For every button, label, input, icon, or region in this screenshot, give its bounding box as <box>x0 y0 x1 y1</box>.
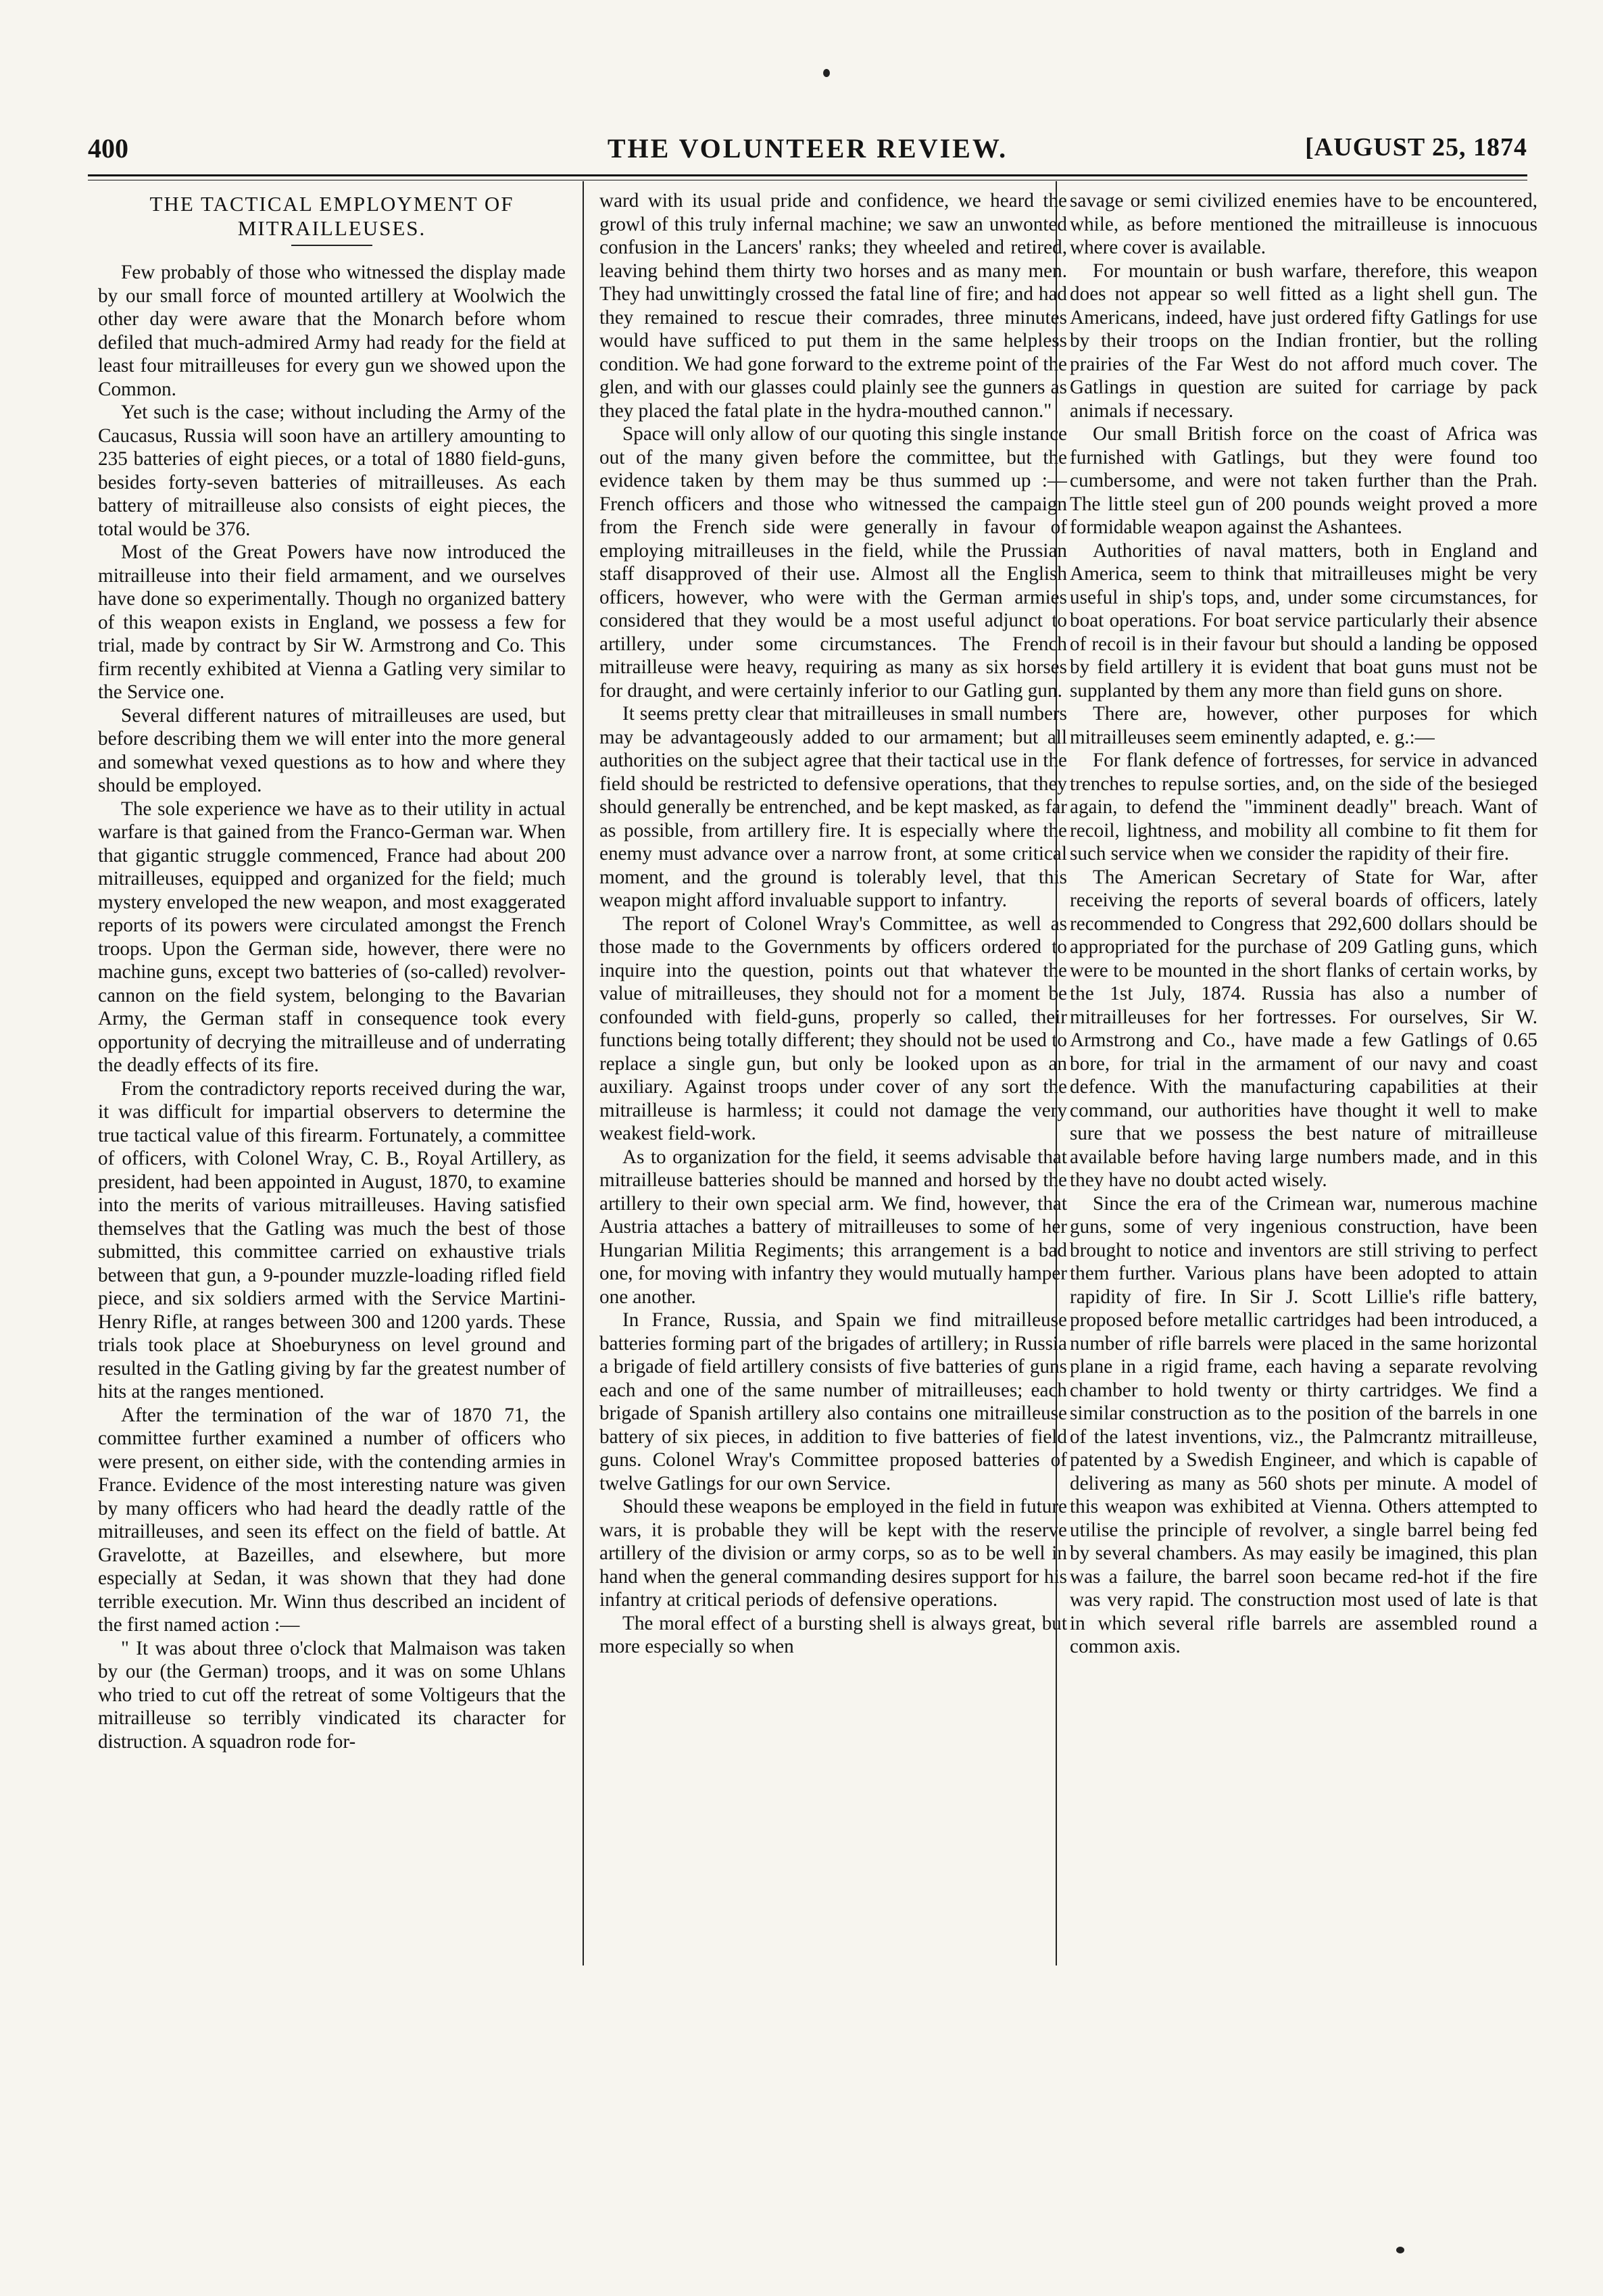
paragraph: In France, Russia, and Spain we find mitrailleuse batteries forming part of the brigades of artillery; in Russia a brigade of field artillery consists of five batteries of guns each and one of the same number of mitrailleuses; each brigade of Spanish artillery also contains one mitrailleuse battery of six pieces, in addition to five batteries of field guns. Colonel Wray's Committee proposed batteries of twelve Gatlings for our own Service. <box>599 1309 1067 1494</box>
paragraph: As to organization for the field, it seems advisable that mitrailleuse batteries should be manned and horsed by the artillery to their own special arm. We find, however, that Austria attaches a battery of mitrailleuses to some of her Hungarian Militia Regiments; this arrangement is a bad one, for moving with infantry they would mutually hamper one another. <box>599 1146 1067 1308</box>
paragraph: Yet such is the case; without including the Army of the Caucasus, Russia will soon have an artillery amounting to 235 batteries of eight pieces, or a total of 1880 field-guns, besides forty-seven batteries of mitrailleuses. As each battery of mitrailleuse also consists of eight pieces, the total would be 376. <box>98 401 566 540</box>
paragraph: For flank defence of fortresses, for service in advanced trenches to repulse sorties, and, on the side of the besieged again, to defend the "imminent deadly" breach. Want of recoil, lightness, and mobility all combine to fit them for such service when we consider the rapidity of their fire. <box>1070 750 1537 864</box>
paragraph: It seems pretty clear that mitrailleuses in small numbers may be advantageously added to our armament; but all authorities on the subject agree that their tactical use in the field should be restricted to defensive operations, that they should generally be entrenched, and be kept masked, as far as possible, from artillery fire. It is especially where the enemy must advance over a narrow front, at some critical moment, and the ground is tolerably level, that this weapon might afford invaluable support to infantry. <box>599 703 1067 911</box>
column-3 <box>1070 189 1537 1967</box>
paragraph: The moral effect of a bursting shell is always great, but more especially so when <box>599 1612 1067 1657</box>
article-title-line: THE TACTICAL EMPLOYMENT OF <box>149 192 514 216</box>
paragraph: Few probably of those who witnessed the display made by our small force of mounted artillery at Woolwich the other day were aware that the Monarch before whom defiled that much-admired Army had ready for the field at least four mitrailleuses for every gun we showed upon the Common. <box>98 262 566 400</box>
column-1 <box>98 189 566 1967</box>
paragraph: For mountain or bush warfare, therefore, this weapon does not appear so well fitted as a light shell gun. The Americans, indeed, have just ordered fifty Gatlings for use by their troops on the Indian frontier, but the rolling prairies of the Far West do not afford much cover. The Gatlings in question are suited for carriage by pack animals if necessary. <box>1070 260 1537 422</box>
paragraph: From the contradictory reports received during the war, it was difficult for impartial observers to determine the true tactical value of this firearm. Fortunately, a committee of officers, with Colonel Wray, C. B., Royal Artillery, as president, had been appointed in August, 1870, to examine into the merits of various mitrailleuses. Having satisfied themselves that the Gatling was much the best of those submitted, this committee carried on exhaustive trials between that gun, a 9-pounder muzzle-loading rifled field piece, and six soldiers armed with the Service Martini-Henry Rifle, at ranges between 300 and 1200 yards. These trials took place at Shoeburyness on level ground and resulted in the Gatling giving by far the greatest number of hits at the ranges mentioned. <box>98 1077 566 1402</box>
header-rule <box>88 174 1527 176</box>
paragraph: Since the era of the Crimean war, numerous machine guns, some of very ingenious construction, have been brought to notice and inventors are still striving to perfect them further. Various plans have been adopted to attain rapidity of fire. In Sir J. Scott Lillie's rifle battery, proposed before metallic cartridges had been introduced, a number of rifle barrels were placed in the same horizontal plane in a rigid frame, each having a separate revolving chamber to hold twenty or thirty cartridges. We find a similar construction as to the position of the barrels in one of the latest inventions, viz., the Palmcrantz mitrailleuse, patented by a Swedish Engineer, and which is capable of delivering as many as 560 shots per minute. A model of this weapon was exhibited at Vienna. Others attempted to utilise the principle of revolver, a single barrel being fed by several chambers. As may easily be imagined, this plan was a failure, the barrel soon became red-hot if the fire was very rapid. The construction most used of late is that in which several rifle barrels are assembled round a common axis. <box>1070 1192 1537 1657</box>
column-2 <box>599 189 1067 1967</box>
paragraph: The report of Colonel Wray's Committee, as well as those made to the Governments by officers ordered to inquire into the question, points out that whatever the value of mitrailleuses, they should not for a moment be confounded with field-guns, properly so called, their functions being totally different; they should not be used to replace a single gun, but only be looked upon as an auxiliary. Against troops under cover of any sort the mitrailleuse is harmless; it could not damage the very weakest field-work. <box>599 912 1067 1144</box>
paragraph: savage or semi civilized enemies have to be encountered, while, as before mentioned the mitrailleuse is innocuous where cover is available. <box>1070 190 1537 258</box>
print-speck <box>823 69 830 77</box>
paragraph: The American Secretary of State for War, after receiving the reports of several boards of officers, lately recommended to Congress that 292,600 dollars should be appropriated for the purchase of 209 Gatling guns, which were to be mounted in the short flanks of certain works, by the 1st July, 1874. Russia has also a number of mitrailleuses for her fortresses. For ourselves, Sir W. Armstrong and Co., have made a few Gatlings of 0.65 bore, for trial in the armament of our navy and coast defence. With the manufacturing capabilities at their command, our authorities have thought it well to make sure that we possess the best nature of mitrailleuse available before having large numbers made, and in this they have no doubt acted wisely. <box>1070 866 1537 1191</box>
paragraph: Should these weapons be employed in the field in future wars, it is probable they will be kept with the reserve artillery of the division or army corps, so as to be well in hand when the general commanding desires support for his infantry at critical periods of defensive operations. <box>599 1496 1067 1611</box>
paragraph: ward with its usual pride and confidence, we heard the growl of this truly infernal machine; we saw an unwonted confusion in the Lancers' ranks; they wheeled and retired, leaving behind them thirty two horses and as many men. They had unwittingly crossed the fatal line of fire; and had they remained to rescue their comrades, three minutes would have sufficed to put them in the same helpless condition. We had gone forward to the extreme point of the glen, and with our glasses could plainly see the gunners as they placed the fatal plate in the hydra-mouthed cannon." <box>599 190 1067 422</box>
paragraph: Most of the Great Powers have now introduced the mitrailleuse into their field armament, and we ourselves have done so experimentally. Though no organized battery of this weapon exists in England, we possess a few for trial, made by contract by Sir W. Armstrong and Co. This firm recently exhibited at Vienna a Gatling very similar to the Service one. <box>98 541 566 703</box>
paragraph: Our small British force on the coast of Africa was furnished with Gatlings, but they were found too cumbersome, and were not taken further than the Prah. The little steel gun of 200 pounds weight proved a more formidable weapon against the Ashantees. <box>1070 423 1537 538</box>
paragraph: After the termination of the war of 1870 71, the committee further examined a number of officers who were present, on either side, with the contending armies in France. Evidence of the most interesting nature was given by many officers who had heard the deadly rattle of the mitrailleuses, and seen its effect on the field of battle. At Gravelotte, at Bazeilles, and elsewhere, but more especially at Sedan, it was shown that they had done terrible execution. Mr. Winn thus described an incident of the first named action :— <box>98 1404 566 1636</box>
paragraph: " It was about three o'clock that Malmaison was taken by our (the German) troops, and it was on some Uhlans who tried to cut off the retreat of some Voltigeurs that the mitrailleuse so terribly vindicated its character for distruction. A squadron rode for- <box>98 1637 566 1753</box>
column-divider <box>583 181 584 1965</box>
paragraph: Several different natures of mitrailleuses are used, but before describing them we will enter into the more general and somewhat vexed questions as to how and where they should be employed. <box>98 704 566 796</box>
page-header <box>88 132 1527 176</box>
paragraph: The sole experience we have as to their utility in actual warfare is that gained from the Franco-German war. When that gigantic struggle commenced, France had about 200 mitrailleuses, equipped and organized for the field; much mystery enveloped the new weapon, and most exaggerated reports of its powers were circulated amongst the French troops. Upon the German side, however, there were no machine guns, except two batteries of (so-called) revolver-cannon on the field system, belonging to the Bavarian Army, the German staff in consequence took every opportunity of decrying the mitrailleuse and of underrating the deadly effects of its fire. <box>98 798 566 1076</box>
issue-date: [AUGUST 25, 1874 <box>1305 133 1527 162</box>
article-title-line: MITRAILLEUSES. <box>237 216 426 240</box>
journal-title: THE VOLUNTEER REVIEW. <box>607 133 1008 164</box>
article-title <box>98 192 566 241</box>
title-rule <box>291 245 372 246</box>
page-number: 400 <box>88 133 128 164</box>
paragraph: Authorities of naval matters, both in England and America, seem to think that mitrailleuses might be very useful in ship's tops, and, under some circumstances, for boat operations. For boat service particularly their absence of recoil is in their favour but should a landing be opposed by field artillery it is evident that boat guns must not be supplanted by them any more than field guns on shore. <box>1070 539 1537 702</box>
paragraph: Space will only allow of our quoting this single instance out of the many given before the committee, but the evidence taken by them may be thus summed up :—French officers and those who witnessed the campaign from the French side were generally in favour of employing mitrailleuses in the field, while the Prussian staff disapproved of their use. Almost all the English officers, however, who were with the German armies considered that they would be a most useful adjunct to artillery, under some circumstances. The French mitrailleuse were heavy, requiring as many as six horses for draught, and were certainly inferior to our Gatling gun. <box>599 423 1067 702</box>
print-speck <box>1396 2247 1404 2253</box>
paragraph: There are, however, other purposes for which mitrailleuses seem eminently adapted, e. g.:— <box>1070 703 1537 748</box>
